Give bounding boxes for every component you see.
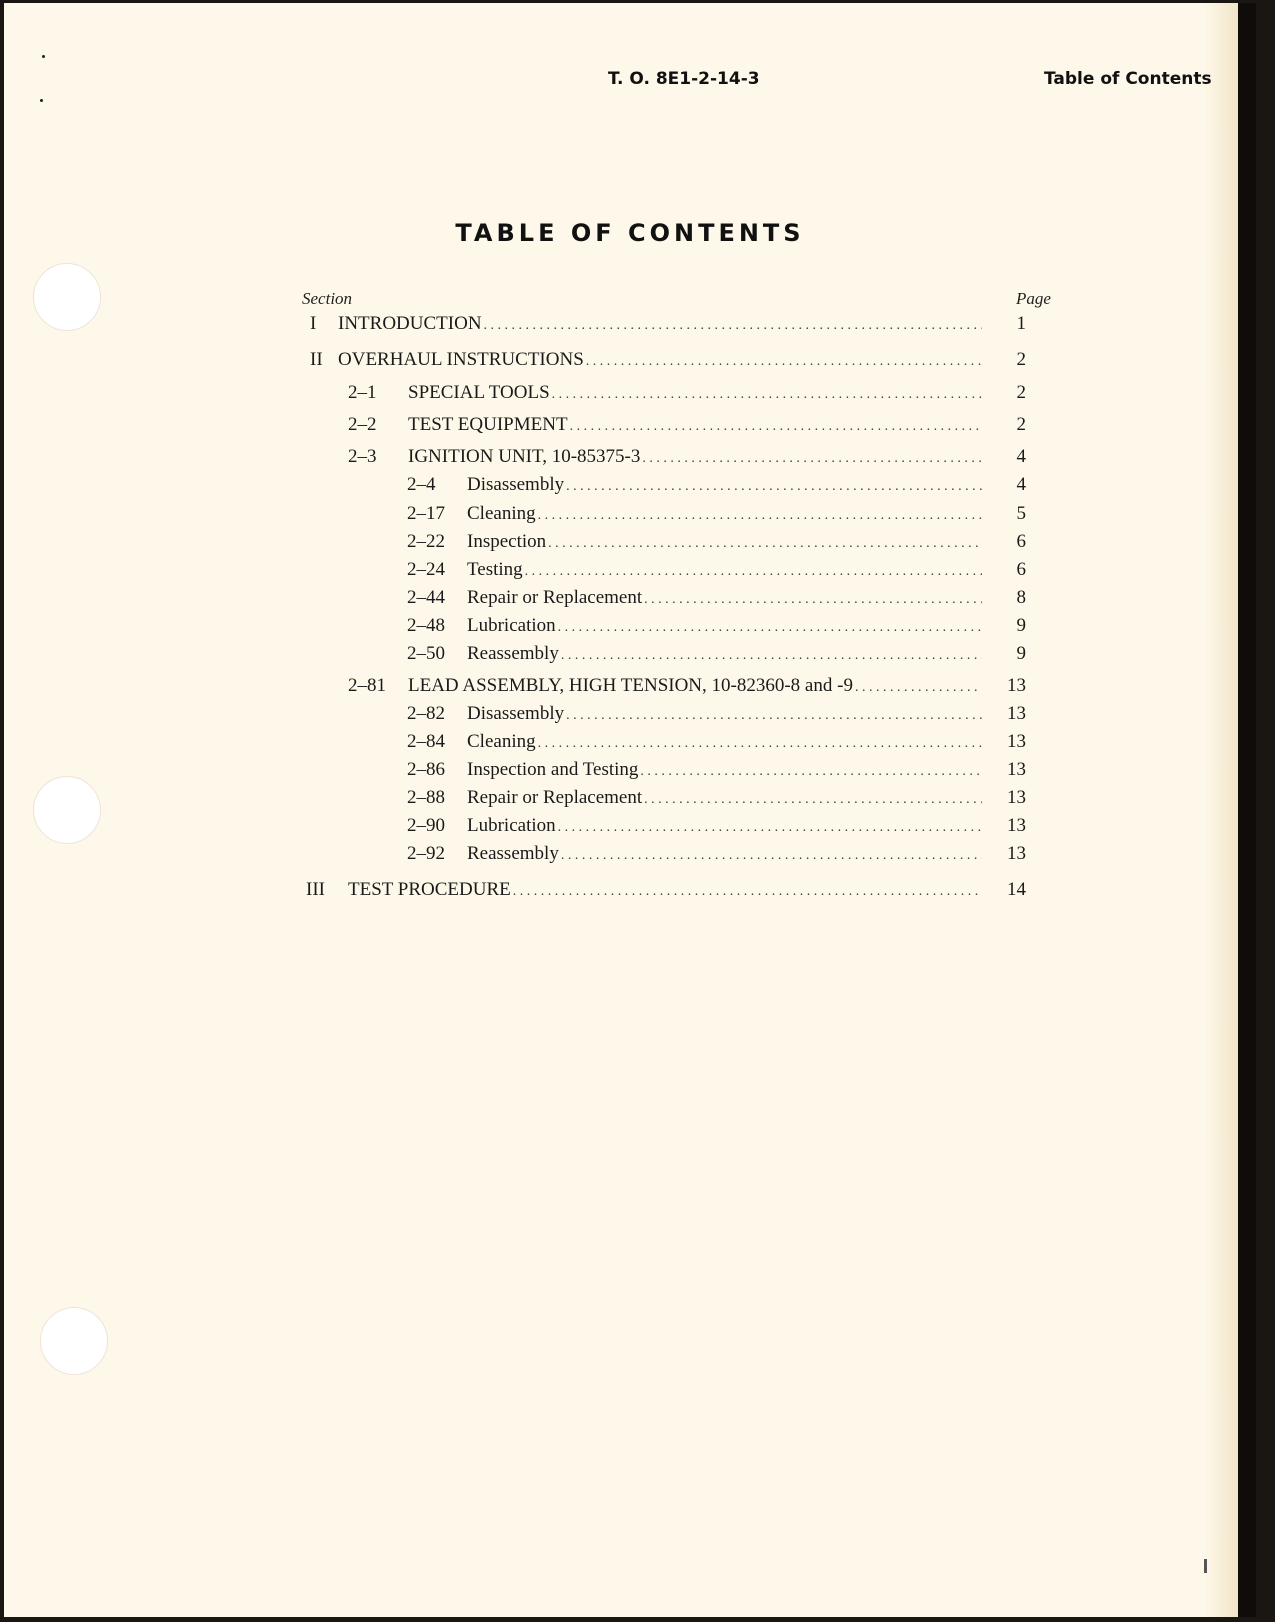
toc-entry[interactable] [348, 382, 1026, 406]
dot-leader [586, 354, 982, 370]
dot-leader [561, 648, 982, 664]
entry-page: 2 [1016, 414, 1026, 435]
toc-entry[interactable] [407, 531, 1026, 555]
dot-leader [558, 820, 982, 836]
entry-number: II [310, 349, 323, 370]
punch-hole [40, 1307, 108, 1375]
entry-label: Inspection and Testing [467, 759, 639, 780]
page-column-heading: Page [1016, 289, 1051, 308]
toc-entry[interactable] [407, 559, 1026, 583]
page-title: TABLE OF CONTENTS [455, 219, 805, 247]
dot-leader [644, 592, 982, 608]
toc-entry[interactable] [407, 587, 1026, 611]
toc-entry[interactable] [407, 815, 1026, 839]
entry-page: 9 [1016, 643, 1026, 664]
punch-hole [33, 776, 101, 844]
entry-label: Lubrication [467, 815, 556, 836]
toc-entry[interactable] [407, 787, 1026, 811]
dot-leader [644, 792, 982, 808]
toc-entry[interactable] [407, 703, 1026, 727]
toc-entry[interactable] [407, 503, 1026, 527]
entry-label: Repair or Replacement [467, 587, 643, 608]
entry-number: 2–17 [407, 503, 445, 524]
dot-leader [642, 451, 982, 467]
entry-label: Inspection [467, 531, 547, 552]
running-header-title: Table of Contents [1044, 69, 1212, 89]
entry-page: 4 [1016, 474, 1026, 495]
entry-number: 2–50 [407, 643, 445, 664]
entry-label: Cleaning [467, 731, 536, 752]
entry-page: 6 [1016, 559, 1026, 580]
entry-label: Disassembly [467, 474, 565, 495]
entry-page: 13 [1007, 787, 1026, 808]
dot-leader [855, 680, 982, 696]
entry-page: 9 [1016, 615, 1026, 636]
entry-number: 2–81 [348, 675, 386, 696]
entry-page: 5 [1016, 503, 1026, 524]
entry-label: TEST EQUIPMENT [408, 414, 568, 435]
dot-leader [561, 848, 982, 864]
entry-page: 14 [1007, 879, 1026, 900]
entry-number: 2–1 [348, 382, 377, 403]
entry-page: 4 [1016, 446, 1026, 467]
dot-leader [538, 508, 982, 524]
dot-leader [558, 620, 982, 636]
entry-label: Disassembly [467, 703, 565, 724]
entry-page: 13 [1007, 731, 1026, 752]
scan-speck [42, 55, 45, 58]
document-page [4, 3, 1256, 1617]
entry-number: 2–90 [407, 815, 445, 836]
entry-number: 2–24 [407, 559, 445, 580]
entry-page: 13 [1007, 675, 1026, 696]
entry-label: LEAD ASSEMBLY, HIGH TENSION, 10-82360-8 and -9 [408, 675, 853, 696]
entry-page: 6 [1016, 531, 1026, 552]
dot-leader [640, 764, 982, 780]
entry-label: Reassembly [467, 643, 559, 664]
entry-number: 2–88 [407, 787, 445, 808]
entry-page: 1 [1016, 313, 1026, 334]
scan-mark [1204, 1559, 1207, 1573]
entry-number: 2–44 [407, 587, 445, 608]
toc-entry[interactable] [407, 759, 1026, 783]
toc-entry[interactable] [407, 731, 1026, 755]
punch-hole [33, 263, 101, 331]
entry-number: 2–48 [407, 615, 445, 636]
toc-entry[interactable] [306, 879, 1026, 903]
entry-number: 2–22 [407, 531, 445, 552]
toc-entry[interactable] [348, 414, 1026, 438]
entry-label: SPECIAL TOOLS [408, 382, 550, 403]
entry-label: OVERHAUL INSTRUCTIONS [338, 349, 584, 370]
dot-leader [484, 318, 982, 334]
entry-page: 13 [1007, 815, 1026, 836]
entry-number: 2–4 [407, 474, 436, 495]
toc-entry[interactable] [348, 446, 1026, 470]
dot-leader [525, 564, 982, 580]
entry-number: 2–84 [407, 731, 445, 752]
dot-leader [548, 536, 982, 552]
dot-leader [513, 884, 982, 900]
entry-label: Repair or Replacement [467, 787, 643, 808]
entry-page: 2 [1016, 349, 1026, 370]
entry-number: 2–86 [407, 759, 445, 780]
entry-page: 2 [1016, 382, 1026, 403]
entry-label: Lubrication [467, 615, 556, 636]
entry-label: INTRODUCTION [338, 313, 482, 334]
entry-page: 8 [1016, 587, 1026, 608]
toc-entry[interactable] [407, 843, 1026, 867]
entry-label: Testing [467, 559, 523, 580]
entry-label: TEST PROCEDURE [348, 879, 511, 900]
entry-page: 13 [1007, 843, 1026, 864]
entry-label: IGNITION UNIT, 10-85375-3 [408, 446, 641, 467]
entry-number: 2–2 [348, 414, 377, 435]
dot-leader [566, 479, 982, 495]
entry-page: 13 [1007, 703, 1026, 724]
entry-label: Reassembly [467, 843, 559, 864]
dot-leader [538, 736, 982, 752]
entry-number: III [306, 879, 325, 900]
entry-number: 2–82 [407, 703, 445, 724]
toc-entry[interactable] [310, 313, 1026, 337]
entry-page: 13 [1007, 759, 1026, 780]
dot-leader [570, 419, 982, 435]
entry-number: 2–3 [348, 446, 377, 467]
toc-entry[interactable] [348, 675, 1026, 699]
entry-label: Cleaning [467, 503, 536, 524]
dot-leader [566, 708, 982, 724]
toc-entry[interactable] [407, 615, 1026, 639]
section-column-heading: Section [302, 289, 353, 308]
toc-entry[interactable] [407, 643, 1026, 667]
toc-entry[interactable] [310, 349, 1026, 373]
document-number: T. O. 8E1-2-14-3 [608, 69, 760, 89]
entry-number: I [310, 313, 317, 334]
scan-speck [40, 99, 43, 102]
dot-leader [552, 387, 982, 403]
toc-entry[interactable] [407, 474, 1026, 498]
entry-number: 2–92 [407, 843, 445, 864]
